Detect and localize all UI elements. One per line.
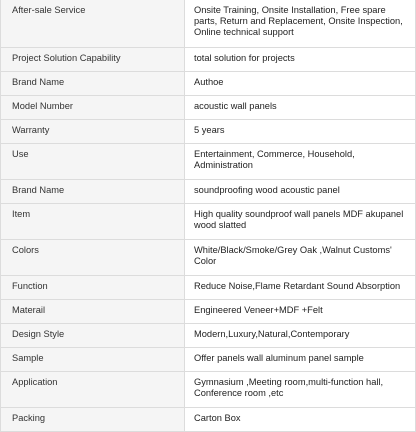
spec-value-function: Reduce Noise,Flame Retardant Sound Absorption — [185, 276, 416, 300]
spec-value-materail: Engineered Veneer+MDF +Felt — [185, 300, 416, 324]
spec-label-function: Function — [1, 276, 185, 300]
spec-value-colors: White/Black/Smoke/Grey Oak ,Walnut Customs' Color — [185, 240, 416, 276]
spec-label-packing: Packing — [1, 408, 185, 432]
spec-value-use: Entertainment, Commerce, Household, Administration — [185, 144, 416, 180]
spec-value-item: High quality soundproof wall panels MDF akupanel wood slatted — [185, 204, 416, 240]
table-row — [1, 276, 416, 300]
table-row — [1, 240, 416, 276]
spec-value-design-style: Modern,Luxury,Natural,Contemporary — [185, 324, 416, 348]
table-row — [1, 180, 416, 204]
spec-label-warranty: Warranty — [1, 120, 185, 144]
table-row — [1, 0, 416, 48]
table-row — [1, 408, 416, 432]
spec-label-colors: Colors — [1, 240, 185, 276]
spec-label-materail: Materail — [1, 300, 185, 324]
table-row — [1, 72, 416, 96]
spec-value-packing: Carton Box — [185, 408, 416, 432]
table-row — [1, 96, 416, 120]
spec-value-model-number: acoustic wall panels — [185, 96, 416, 120]
spec-label-sample: Sample — [1, 348, 185, 372]
spec-label-model-number: Model Number — [1, 96, 185, 120]
spec-value-application: Gymnasium ,Meeting room,multi-function hall, Conference room ,etc — [185, 372, 416, 408]
table-row — [1, 300, 416, 324]
table-row — [1, 120, 416, 144]
table-row — [1, 204, 416, 240]
spec-label-design-style: Design Style — [1, 324, 185, 348]
table-row — [1, 372, 416, 408]
spec-value-after-sale-service: Onsite Training, Onsite Installation, Free spare parts, Return and Replacement, Onsite Inspection, Online technical support — [185, 0, 416, 48]
spec-value-brand-name-2: soundproofing wood acoustic panel — [185, 180, 416, 204]
spec-value-sample: Offer panels wall aluminum panel sample — [185, 348, 416, 372]
spec-label-after-sale-service: After-sale Service — [1, 0, 185, 48]
table-row — [1, 348, 416, 372]
table-row — [1, 144, 416, 180]
spec-label-brand-name: Brand Name — [1, 72, 185, 96]
spec-label-item: Item — [1, 204, 185, 240]
table-row — [1, 48, 416, 72]
spec-value-warranty: 5 years — [185, 120, 416, 144]
spec-label-use: Use — [1, 144, 185, 180]
spec-label-application: Application — [1, 372, 185, 408]
spec-label-brand-name-2: Brand Name — [1, 180, 185, 204]
spec-value-brand-name: Authoe — [185, 72, 416, 96]
spec-value-project-solution-capability: total solution for projects — [185, 48, 416, 72]
spec-label-project-solution-capability: Project Solution Capability — [1, 48, 185, 72]
table-row — [1, 324, 416, 348]
